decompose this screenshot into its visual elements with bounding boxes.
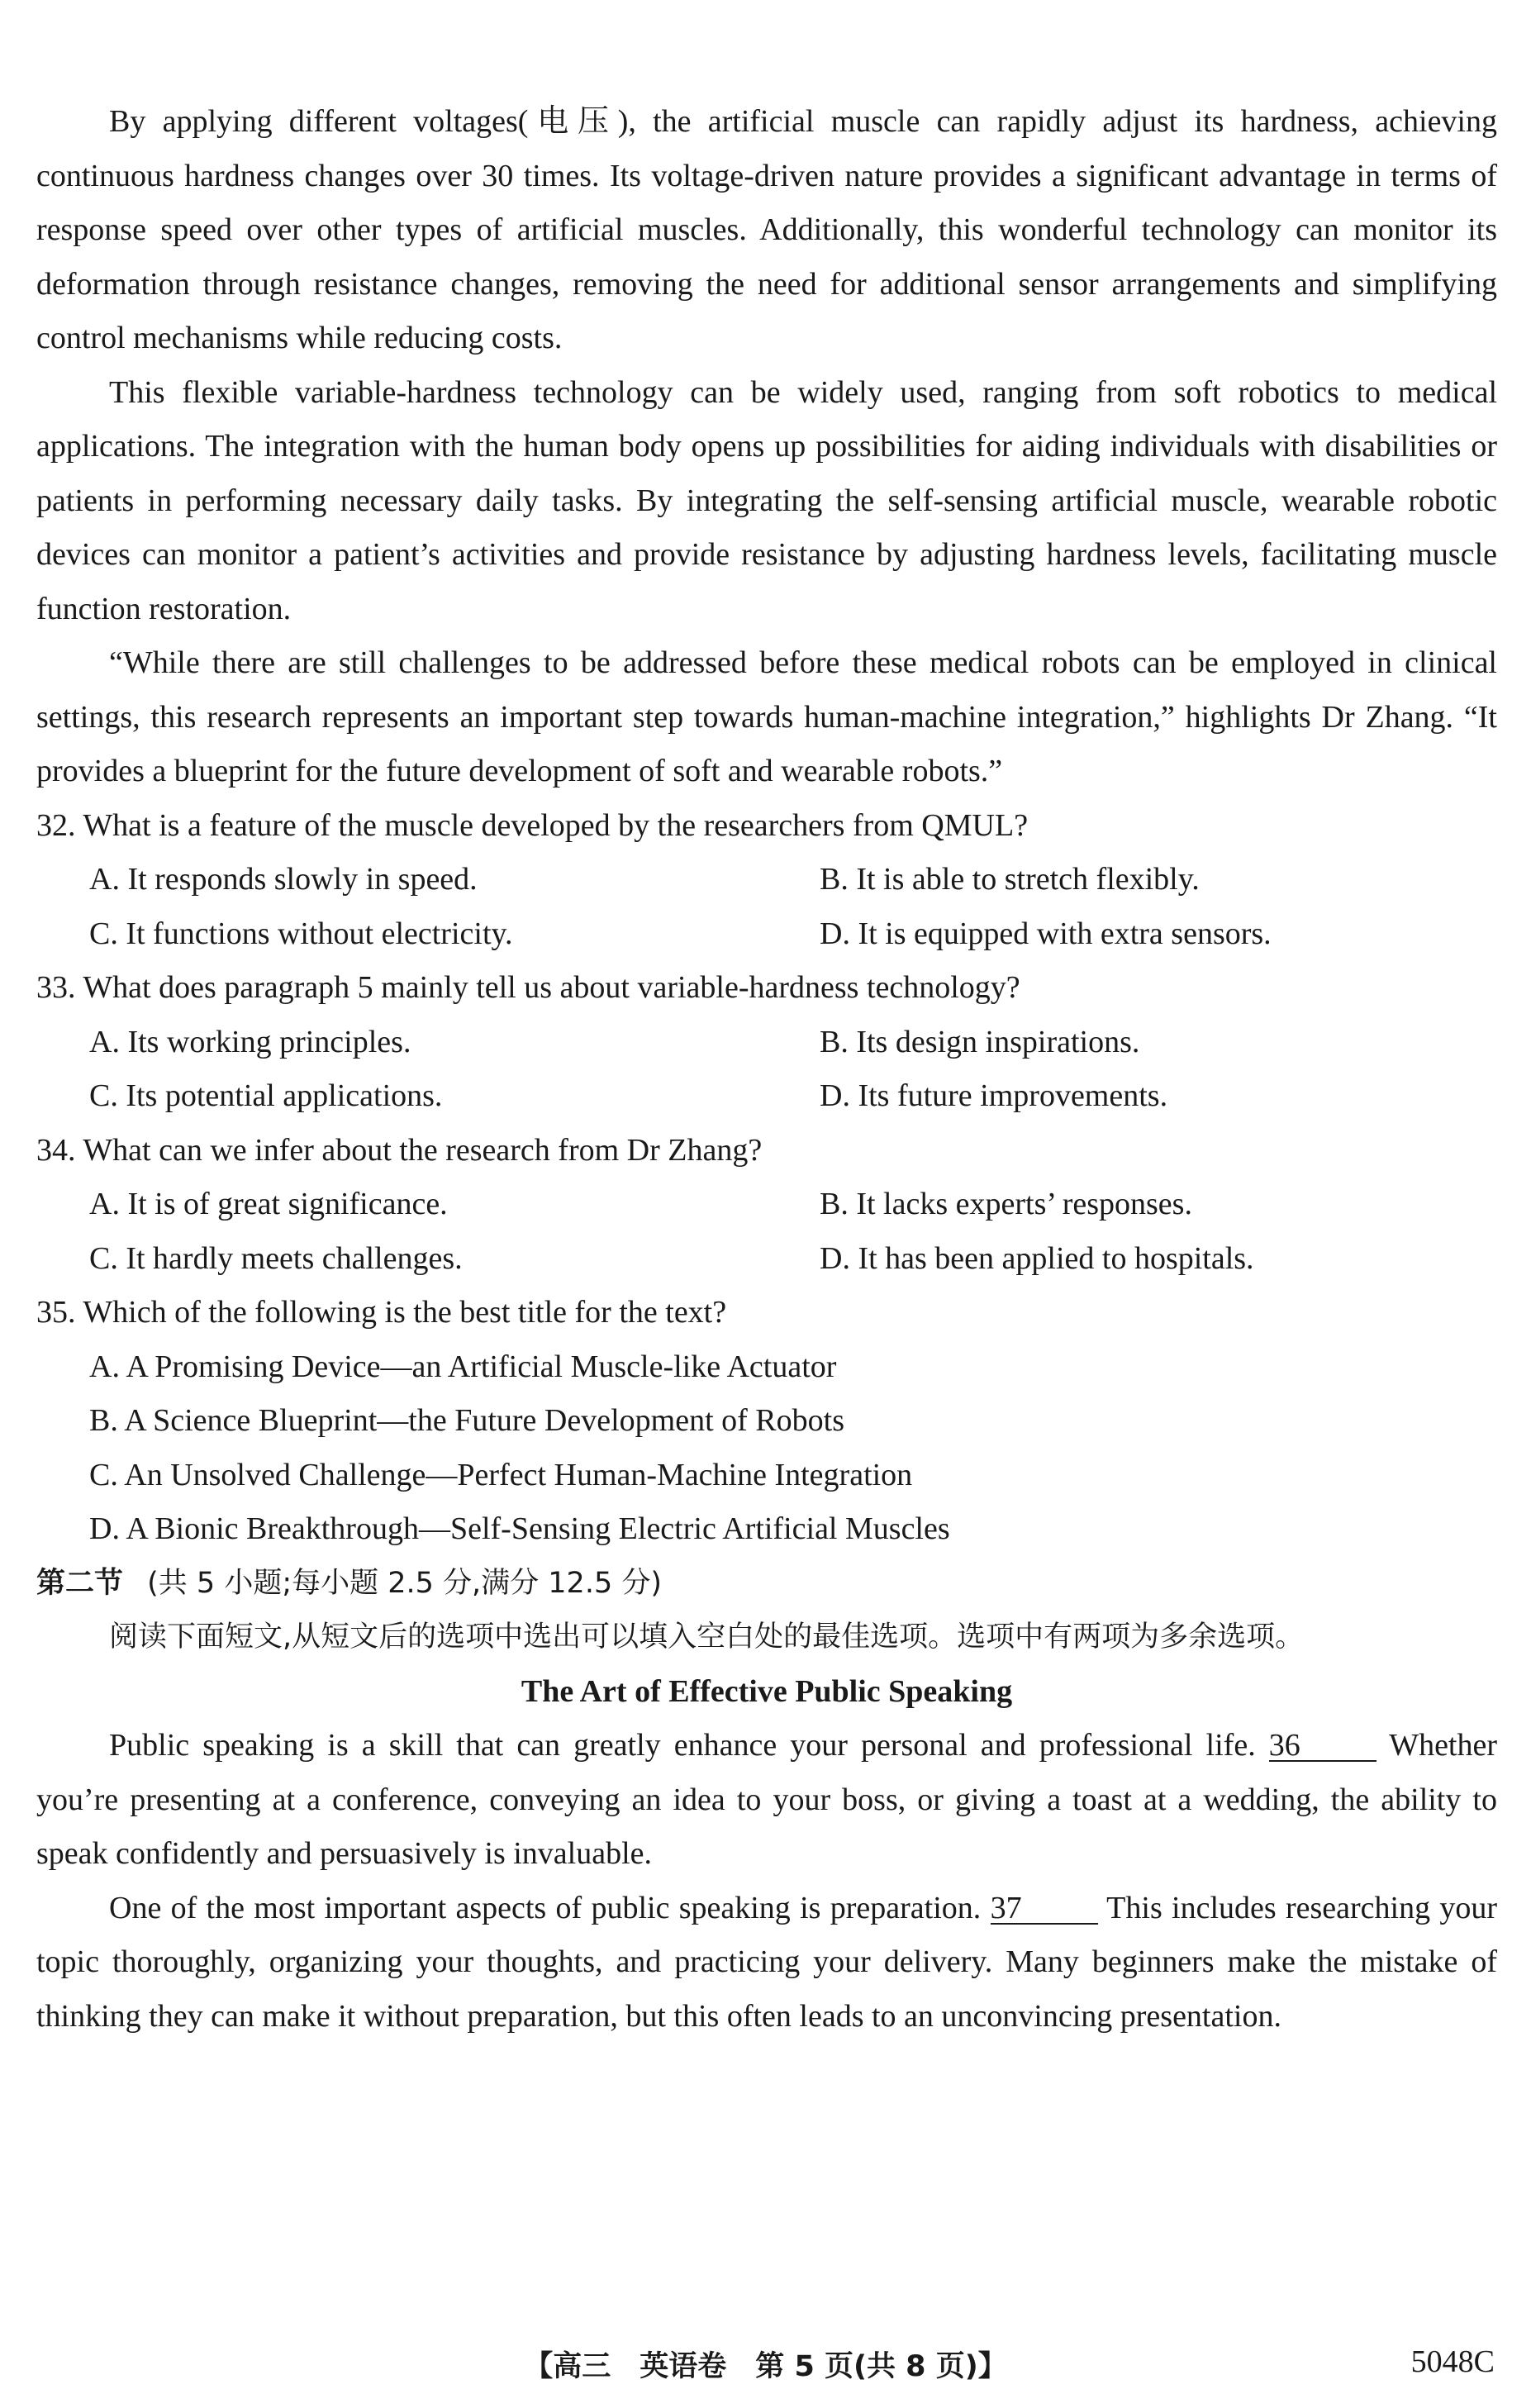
option-b: B. It lacks experts’ responses. [820, 1187, 1192, 1221]
option-d: D. It has been applied to hospitals. [820, 1240, 1254, 1276]
option-c: C. It functions without electricity. [89, 916, 513, 951]
page-footer [0, 2344, 1531, 2393]
option-c: C. Its potential applications. [89, 1078, 443, 1113]
option-d: D. It is equipped with extra sensors. [820, 916, 1272, 951]
option-b: B. It is able to stretch flexibly. [820, 862, 1200, 897]
option-d: D. Its future improvements. [820, 1078, 1168, 1113]
question-stem: 33. What does paragraph 5 mainly tell us about variable-hardness technology? [36, 970, 1020, 1005]
passage1-paragraph-2: This flexible variable-hardness technology can be widely used, ranging from soft robotics to medical applications. The integration with the human body opens up possibilities for aiding individuals with disabilities or patients in performing necessary daily tasks. By integrating the self-sensing artificial muscle, wearable robotic devices can monitor a patient’s activities and provide resistance by adjusting hardness levels, facilitating muscle function restoration. [36, 374, 1497, 626]
option-b: B. A Science Blueprint—the Future Development of Robots [89, 1403, 844, 1438]
section-2-header [36, 1557, 1497, 1611]
question-stem: 35. Which of the following is the best title for the text? [36, 1295, 727, 1330]
option-a: A. Its working principles. [89, 1024, 411, 1059]
question-34 [36, 1124, 1497, 1287]
footer-label: 【高三 英语卷 第 5 页(共 8 页)】 [524, 2350, 1007, 2383]
question-stem: 34. What can we infer about the research from Dr Zhang? [36, 1132, 763, 1168]
passage1-paragraph-3: “While there are still challenges to be addressed before these medical robots can be employed in clinical settings, this research represents an important step towards human-machine integration,” highlights Dr Zhang. “It provides a blueprint for the future development of soft and wearable robots.” [36, 645, 1497, 788]
question-stem: 32. What is a feature of the muscle developed by the researchers from QMUL? [36, 807, 1029, 843]
question-33 [36, 961, 1497, 1124]
question-32 [36, 799, 1497, 962]
section-2-heading: 第二节 [36, 1566, 124, 1600]
passage-2-title: The Art of Effective Public Speaking [521, 1673, 1013, 1709]
passage2-paragraph-1 [36, 1719, 1497, 1882]
section-2-instruction: 阅读下面短文,从短文后的选项中选出可以填入空白处的最佳选项。选项中有两项为多余选项。 [109, 1620, 1305, 1654]
option-c: C. It hardly meets challenges. [89, 1240, 463, 1276]
option-c: C. An Unsolved Challenge—Perfect Human-Machine Integration [89, 1457, 913, 1492]
option-d: D. A Bionic Breakthrough—Self-Sensing Electric Artificial Muscles [89, 1511, 950, 1546]
option-a: A. It is of great significance. [89, 1187, 448, 1221]
passage2-p2-text-b: This includes researching your topic thoroughly, organizing your thoughts, and practicing your delivery. Many beginners make the mistake of thinking they can make it without preparation, but this often leads to an unconvincing presentation. [36, 1890, 1498, 2034]
passage2-p1-text-a: Public speaking is a skill that can greatly enhance your personal and professional life. [109, 1728, 1256, 1763]
passage1-paragraph-1: By applying different voltages(电压), the artificial muscle can rapidly adjust its hardness, achieving continuous hardness changes over 30 times. Its voltage-driven nature provides a significant advantage in terms of response speed over other types of artificial muscles. Additionally, this wonderful technology can monitor its deformation through resistance changes, removing the need for additional sensor arrangements and simplifying control mechanisms while reducing costs. [36, 104, 1497, 355]
paper-code: 5048C [1410, 2344, 1495, 2379]
question-35 [36, 1286, 1497, 1557]
option-a: A. It responds slowly in speed. [89, 862, 478, 897]
passage2-p2-text-a: One of the most important aspects of public speaking is preparation. [109, 1890, 982, 1925]
passage2-p1-text-b: Whether you’re presenting at a conference, conveying an idea to your boss, or giving a toast at a wedding, the ability to speak confidently and persuasively is invaluable. [36, 1728, 1498, 1871]
blank-37: 37 [991, 1893, 1098, 1925]
option-a: A. A Promising Device—an Artificial Muscle-like Actuator [89, 1349, 837, 1384]
section-2-scoring: (共 5 小题;每小题 2.5 分,满分 12.5 分) [147, 1566, 662, 1600]
blank-36: 36 [1269, 1730, 1376, 1762]
option-b: B. Its design inspirations. [820, 1024, 1140, 1059]
exam-page [36, 95, 1497, 2044]
passage2-paragraph-2 [36, 1882, 1497, 2044]
